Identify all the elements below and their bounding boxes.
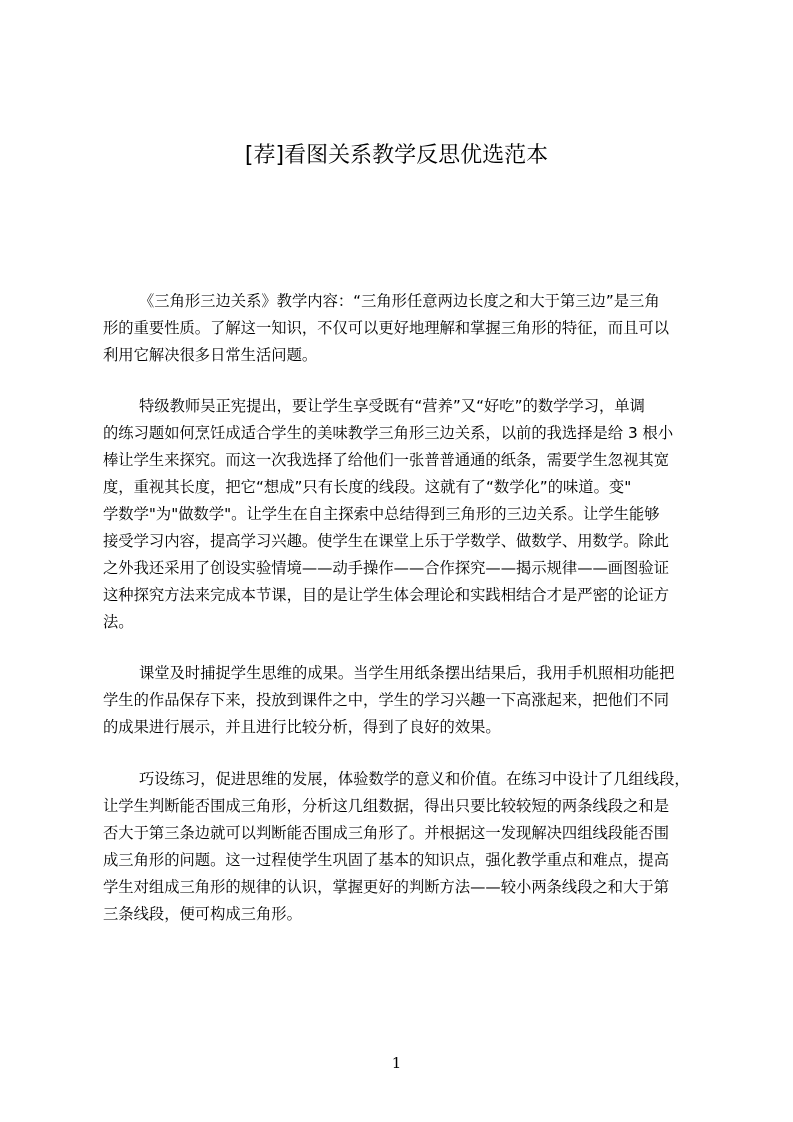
paragraph-line: 度，重视其长度，把它“想成”只有长度的线段。这就有了“数学化”的味道。变" (103, 478, 632, 496)
paragraph-line: 《三角形三边关系》教学内容：“三角形任意两边长度之和大于第三边”是三角 (139, 292, 660, 310)
paragraph-line: 形的重要性质。了解这一知识，不仅可以更好地理解和掌握三角形的特征，而且可以 (103, 319, 669, 337)
document-title: [荐]看图关系教学反思优选范本 (244, 143, 549, 168)
paragraph-line: 学生的作品保存下来，投放到课件之中，学生的学习兴趣一下高涨起来，把他们不同 (103, 691, 669, 709)
paragraph-line: 这种探究方法来完成本节课，目的是让学生体会理论和实践相结合才是严密的论证方 (103, 586, 669, 604)
paragraph-line: 接受学习内容，提高学习兴趣。使学生在课堂上乐于学数学、做数学、用数学。除此 (103, 532, 669, 550)
paragraph-line: 利用它解决很多日常生活问题。 (103, 346, 318, 364)
paragraph-line: 的练习题如何烹饪成适合学生的美味教学三角形三边关系，以前的我选择是给 3 根小 (103, 424, 674, 442)
paragraph-line: 三条线段，便可构成三角形。 (103, 905, 302, 923)
paragraph-line: 巧设练习，促进思维的发展，体验数学的意义和价值。在练习中设计了几组线段， (139, 770, 690, 788)
paragraph-line: 学生对组成三角形的规律的认识，掌握更好的判断方法——较小两条线段之和大于第 (103, 878, 669, 896)
paragraph-line: 学数学"为"做数学"。让学生在自主探索中总结得到三角形的三边关系。让学生能够 (103, 505, 660, 523)
paragraph-1 (103, 288, 697, 369)
paragraph-line: 让学生判断能否围成三角形，分析这几组数据，得出只要比较较短的两条线段之和是 (103, 797, 669, 815)
page-number: 1 (391, 1054, 402, 1072)
paragraph-2 (103, 393, 697, 636)
paragraph-line: 之外我还采用了创设实验情境——动手操作——合作探究——揭示规律——画图验证 (103, 559, 669, 577)
paragraph-line: 否大于第三条边就可以判断能否围成三角形了。并根据这一发现解决四组线段能否围 (103, 824, 669, 842)
paragraph-line: 特级教师吴正宪提出，要让学生享受既有“营养”又“好吃”的数学学习，单调 (139, 397, 645, 415)
paragraph-line: 法。 (103, 613, 134, 631)
paragraph-line: 的成果进行展示，并且进行比较分析，得到了良好的效果。 (103, 718, 501, 736)
paragraph-line: 棒让学生来探究。而这一次我选择了给他们一张普普通通的纸条，需要学生忽视其宽 (103, 451, 669, 469)
paragraph-4 (103, 766, 697, 928)
paragraph-line: 课堂及时捕捉学生思维的成果。当学生用纸条摆出结果后，我用手机照相功能把 (139, 664, 675, 682)
paragraph-3 (103, 660, 697, 741)
paragraph-line: 成三角形的问题。这一过程使学生巩固了基本的知识点，强化教学重点和难点，提高 (103, 851, 669, 869)
